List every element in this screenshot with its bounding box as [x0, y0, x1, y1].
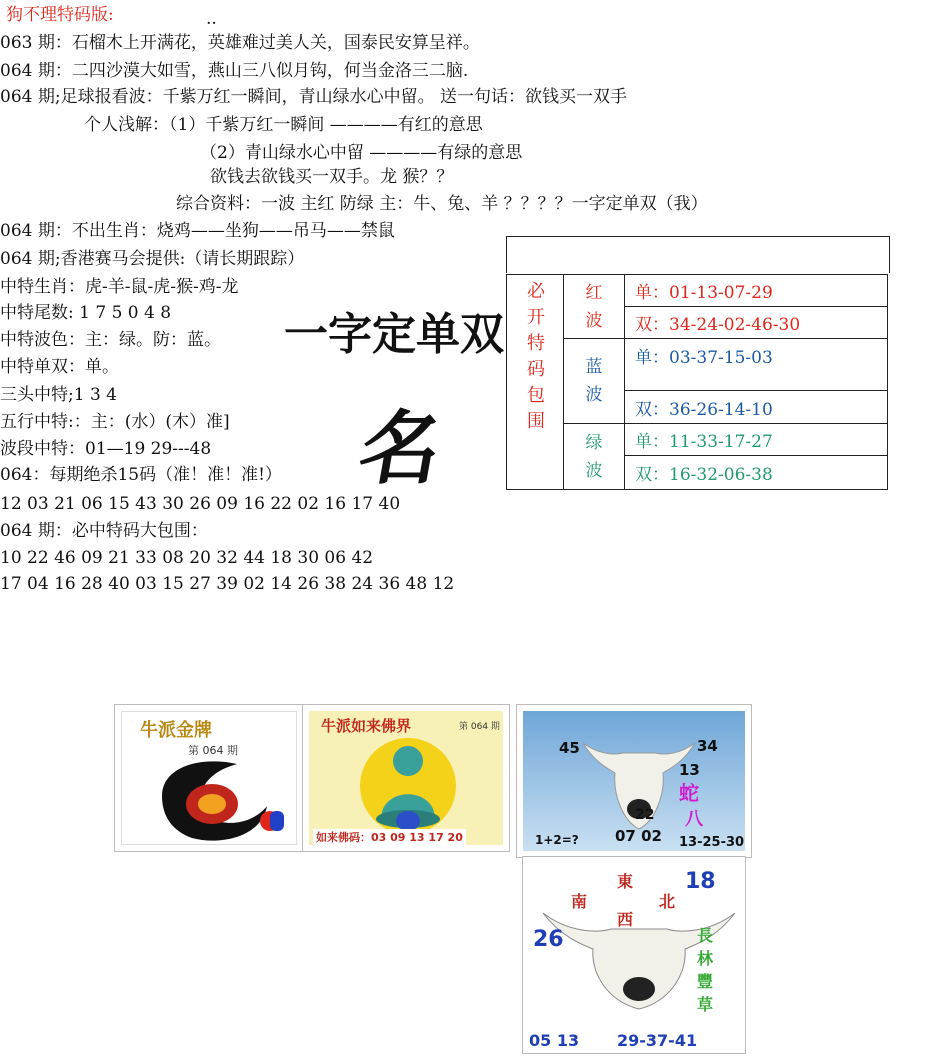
title-dots: .. [206, 9, 217, 29]
thumb2-issue: 第 064 期 [459, 722, 500, 732]
wave-red: 红波 [564, 275, 625, 339]
compass-num-26: 26 [533, 927, 564, 952]
skull-num-13: 13 [679, 761, 700, 779]
surround-table [506, 274, 888, 490]
thumb-skull-compass[interactable] [522, 856, 746, 1054]
blue-single: 单：03-37-15-03 [625, 339, 888, 391]
compass-side-text: 長林豐草 [697, 926, 714, 1014]
skull-num-22: 22 [635, 807, 655, 823]
compass-east: 東 [617, 872, 634, 891]
line-wuxing: 五行中特:：主：(水）(木）准] [0, 412, 230, 432]
green-double: 双：16-32-06-38 [625, 456, 888, 490]
compass-north: 北 [659, 892, 676, 911]
thumb2-title: 牛派如来佛界 [321, 717, 412, 735]
skull-snake: 蛇 [679, 781, 699, 805]
headline-odd-even: 一字定单双 [284, 309, 504, 360]
green-single: 单：11-33-17-27 [625, 424, 888, 456]
line-zodiac: 中特生肖：虎-羊-鼠-虎-猴-鸡-龙 [0, 277, 239, 297]
thumb1-issue: 第 064 期 [188, 744, 238, 757]
page-title: 狗不理特码版: [6, 5, 114, 25]
compass-bottom-1: 05 13 [529, 1031, 580, 1050]
surround-numbers-2: 17 04 16 28 40 03 15 27 39 02 14 26 38 24 36 48 12 [0, 574, 455, 594]
wave-green: 绿波 [564, 424, 625, 490]
wave-blue: 蓝波 [564, 339, 625, 424]
buddha-icon [333, 731, 483, 831]
compass-south: 南 [571, 892, 588, 911]
line-analysis-2: （2）青山绿水心中留 ————有绿的意思 [200, 143, 523, 163]
line-064-poem: 064 期：二四沙漠大如雪，燕山三八似月钩，何当金洛三二脑. [0, 61, 469, 81]
line-063: 063 期：石榴木上开满花，英雄难过美人关，国泰民安算呈祥。 [0, 33, 480, 53]
skull-num-34: 34 [697, 737, 718, 755]
thumb2-bottom: 如来佛码：03 09 13 17 20 [313, 829, 466, 845]
red-single: 单：01-13-07-29 [625, 275, 888, 307]
skull-eight: 八 [685, 809, 703, 830]
kill-numbers: 12 03 21 06 15 43 30 26 09 16 22 02 16 17 40 [0, 494, 401, 514]
line-surround: 064 期：必中特码大包围： [0, 521, 208, 541]
line-analysis-3: 欲钱去欲钱买一双手。龙 猴？？ [210, 167, 454, 187]
line-color: 中特波色：主：绿。防：蓝。 [0, 330, 221, 350]
thumb-skull-sky[interactable] [516, 704, 752, 858]
thumb1-title: 牛派金牌 [140, 720, 212, 741]
surround-numbers-1: 10 22 46 09 21 33 08 20 32 44 18 30 06 42 [0, 548, 374, 568]
line-odd-even: 中特单双：单。 [0, 357, 119, 377]
line-summary: 综合资料：一波 主红 防绿 主：牛、兔、羊 ？？？？一字定单双（我） [176, 194, 708, 214]
compass-west: 西 [617, 910, 634, 929]
line-kill: 064：每期绝杀15码（准！准！准!） [0, 465, 282, 485]
thumb-gold-card[interactable] [114, 704, 304, 852]
table-top-strip [506, 236, 890, 273]
big-character: 名 [352, 402, 449, 495]
line-range: 波段中特：01—19 29---48 [0, 439, 212, 459]
line-064-football: 064 期;足球报看波：千紫万红一瞬间，青山绿水心中留。 送一句话：欲钱买一双手 [0, 87, 627, 107]
line-hk-jockey: 064 期;香港赛马会提供:（请长期跟踪） [0, 249, 305, 269]
skull-formula: 1+2=? [535, 833, 579, 847]
table-header: 必开特码包围 [507, 275, 564, 490]
compass-bottom-2: 29-37-41 [617, 1031, 698, 1050]
blue-double: 双：36-26-14-10 [625, 391, 888, 424]
line-not-zodiac: 064 期：不出生肖：烧鸡——坐狗——吊马——禁鼠 [0, 221, 395, 241]
skull-range: 13-25-30 [679, 835, 745, 850]
flame-swirl-icon [142, 746, 292, 846]
thumb-buddha-card[interactable] [302, 704, 510, 852]
compass-num-18: 18 [685, 869, 716, 894]
line-heads: 三头中特;1 3 4 [0, 385, 117, 405]
skull-num-45: 45 [559, 739, 580, 757]
line-analysis-1: 个人浅解：（1）千紫万红一瞬间 ————有红的意思 [84, 115, 483, 135]
line-tail: 中特尾数: 1 7 5 0 4 8 [0, 303, 172, 323]
red-double: 双：34-24-02-46-30 [625, 307, 888, 339]
skull-num-07-02: 07 02 [615, 827, 662, 845]
